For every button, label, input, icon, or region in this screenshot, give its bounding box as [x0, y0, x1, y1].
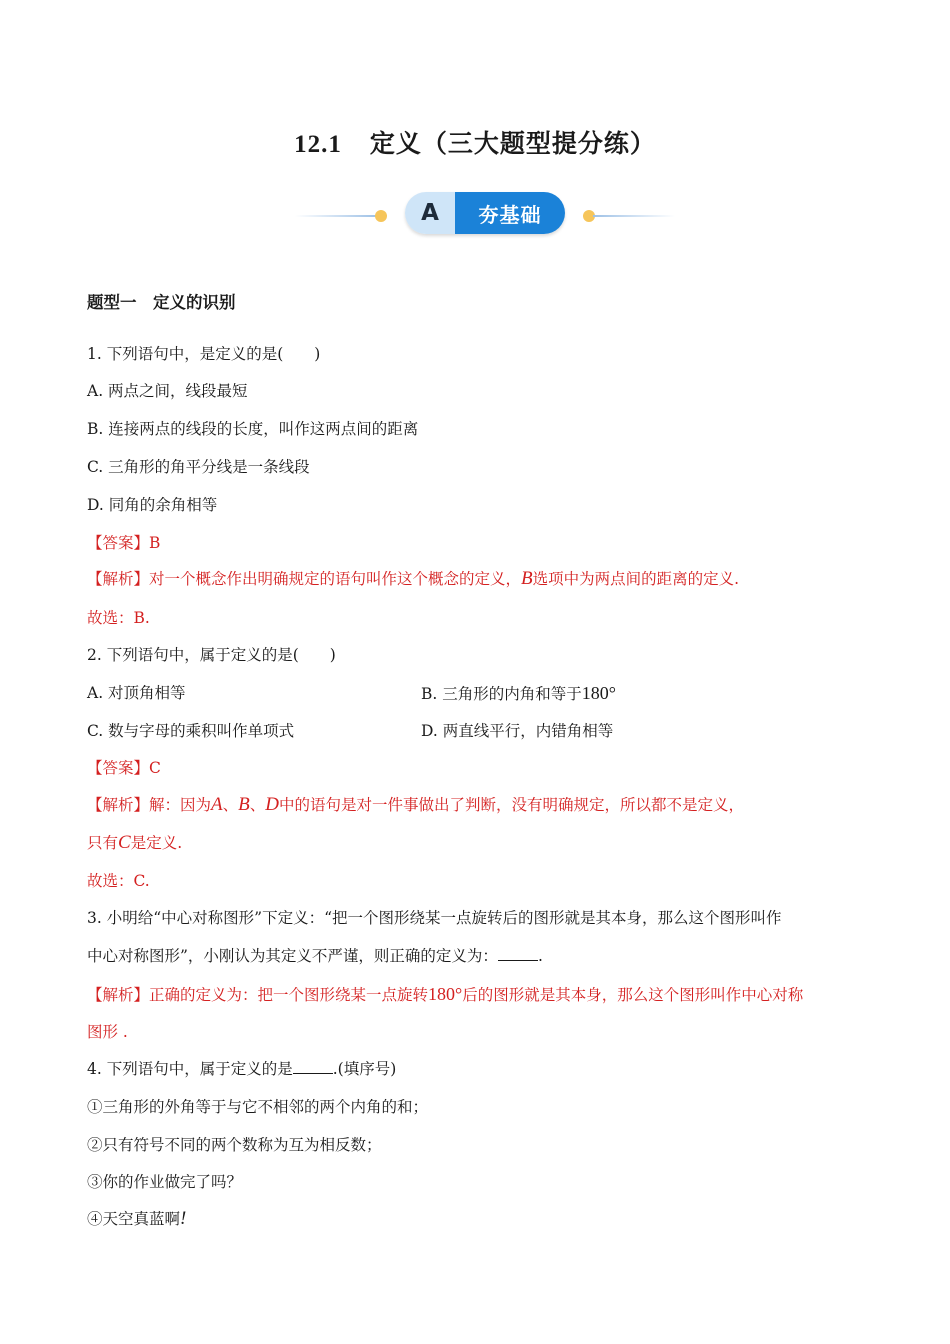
- q2-line2-prefix: 只有: [87, 834, 119, 852]
- q1-conclusion: 故选：B.: [87, 609, 150, 627]
- q1-analysis-var: B: [521, 568, 533, 589]
- q1-option-c: C. 三角形的角平分线是一条线段: [87, 458, 310, 476]
- q2-sep1: 、: [222, 796, 239, 814]
- q2-option-b: [421, 682, 616, 705]
- q1-analysis: [87, 568, 739, 590]
- q2-option-b-value: 180°: [581, 683, 616, 703]
- q2-option-c: C. 数与字母的乘积叫作单项式: [87, 722, 295, 740]
- q4-item-3: ③你的作业做完了吗？: [87, 1173, 243, 1191]
- q2-var-d: D: [265, 794, 279, 815]
- q2-analysis: [87, 794, 744, 816]
- page-title: [0, 124, 950, 160]
- level-banner: [295, 190, 675, 238]
- banner-label: 夯基础: [455, 192, 565, 234]
- q3-stem-line1: 3. 小明给“中心对称图形”下定义：“把一个图形绕某一点旋转后的图形就是其本身，那么这个图形叫作: [87, 909, 782, 927]
- q2-stem: 2. 下列语句中，属于定义的是( ): [87, 646, 336, 664]
- q4-item-1: ①三角形的外角等于与它不相邻的两个内角的和；: [87, 1098, 429, 1116]
- q3-analysis-line2: 图形 .: [87, 1023, 128, 1041]
- q1-stem: 1. 下列语句中，是定义的是( ): [87, 345, 321, 363]
- q2-sep2: 、: [249, 796, 266, 814]
- q2-analysis-line2: [87, 832, 182, 854]
- q1-analysis-suffix: 选项中为两点间的距离的定义.: [532, 570, 740, 588]
- title-text: 定义（三大题型提分练）: [369, 129, 656, 158]
- q4-item-4-text: ④天空真蓝啊: [87, 1210, 181, 1228]
- q1-analysis-prefix: 【解析】对一个概念作出明确规定的语句叫作这个概念的定义，: [87, 570, 522, 588]
- q2-option-d: D. 两直线平行，内错角相等: [421, 722, 614, 740]
- q4-stem: [87, 1058, 396, 1080]
- q4-item-4-exclaim: !: [180, 1208, 187, 1229]
- q1-option-d: D. 同角的余角相等: [87, 496, 218, 514]
- q2-analysis-suffix: 中的语句是对一件事做出了判断，没有明确规定，所以都不是定义，: [279, 796, 745, 814]
- banner-right-line: [593, 215, 675, 217]
- q2-line2-suffix: 是定义.: [130, 834, 183, 852]
- q2-option-b-text: B. 三角形的内角和等于: [421, 685, 582, 703]
- banner-letter: A: [405, 192, 455, 234]
- section-number: 12.1: [294, 131, 342, 158]
- q3-stem-end: .: [537, 947, 543, 965]
- banner-left-dot: [375, 210, 387, 222]
- q2-var-c: C: [118, 832, 131, 853]
- q3-stem-line2: [87, 945, 543, 967]
- q2-var-b: B: [238, 794, 250, 815]
- q2-option-a: A. 对顶角相等: [87, 684, 186, 702]
- banner-left-line: [295, 215, 377, 217]
- q2-answer: 【答案】C: [87, 759, 161, 777]
- q1-option-b: B. 连接两点的线段的长度，叫作这两点间的距离: [87, 420, 419, 438]
- q4-answer-blank: [293, 1059, 333, 1074]
- q3-analysis: [87, 983, 803, 1006]
- q1-option-a: A. 两点之间，线段最短: [87, 382, 248, 400]
- q4-stem-end: .(填序号): [332, 1060, 397, 1078]
- q3-analysis-suffix: 后的图形就是其本身，那么这个图形叫作中心对称: [462, 986, 804, 1004]
- q2-conclusion: 故选：C.: [87, 872, 150, 890]
- q3-analysis-prefix: 【解析】正确的定义为：把一个图形绕某一点旋转: [87, 986, 429, 1004]
- q2-analysis-prefix: 【解析】解：因为: [87, 796, 212, 814]
- q3-answer-blank: [498, 946, 538, 961]
- q1-answer: 【答案】B: [87, 534, 161, 552]
- q3-analysis-value: 180°: [428, 984, 463, 1004]
- section-heading: 题型一 定义的识别: [87, 293, 236, 312]
- q2-var-a: A: [211, 794, 223, 815]
- q3-stem-text: 中心对称图形”，小刚认为其定义不严谨，则正确的定义为：: [87, 947, 498, 965]
- q4-item-2: ②只有符号不同的两个数称为互为相反数；: [87, 1136, 382, 1154]
- q4-stem-text: 4. 下列语句中，属于定义的是: [87, 1060, 293, 1078]
- q4-item-4: [87, 1208, 186, 1230]
- banner-pill: [405, 192, 565, 234]
